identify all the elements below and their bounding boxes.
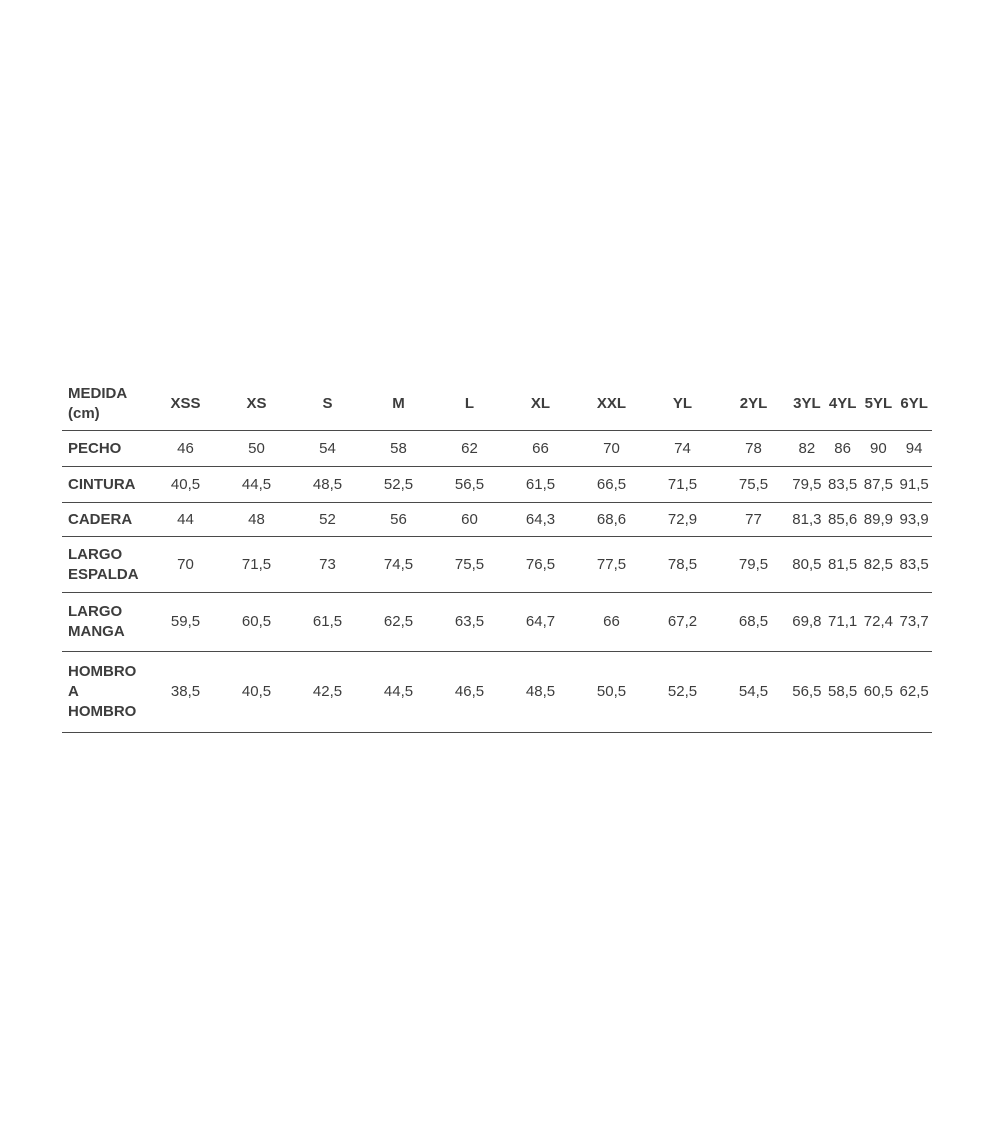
size-value-cell: 76,5 [505, 537, 576, 593]
size-value-cell: 52,5 [647, 652, 718, 733]
size-value-cell: 56,5 [789, 652, 825, 733]
size-value-cell: 73 [292, 537, 363, 593]
size-value-cell: 58,5 [825, 652, 861, 733]
row-label: LARGO ESPALDA [62, 537, 150, 593]
size-value-cell: 72,9 [647, 503, 718, 537]
size-value-cell: 38,5 [150, 652, 221, 733]
table-row-pecho [62, 431, 932, 467]
size-value-cell: 78 [718, 431, 789, 467]
size-guide-table [62, 378, 932, 733]
size-value-cell: 74,5 [363, 537, 434, 593]
col-header-5yl: 5YL [861, 378, 897, 431]
size-value-cell: 59,5 [150, 593, 221, 652]
col-header-6yl: 6YL [896, 378, 932, 431]
size-value-cell: 82 [789, 431, 825, 467]
col-header-l: L [434, 378, 505, 431]
size-value-cell: 56,5 [434, 467, 505, 503]
size-value-cell: 93,9 [896, 503, 932, 537]
table-row-largo-manga [62, 593, 932, 652]
col-header-3yl: 3YL [789, 378, 825, 431]
size-value-cell: 66 [576, 593, 647, 652]
size-value-cell: 86 [825, 431, 861, 467]
size-value-cell: 40,5 [221, 652, 292, 733]
col-header-xl: XL [505, 378, 576, 431]
size-value-cell: 81,5 [825, 537, 861, 593]
size-value-cell: 82,5 [861, 537, 897, 593]
size-value-cell: 89,9 [861, 503, 897, 537]
size-value-cell: 79,5 [789, 467, 825, 503]
size-value-cell: 62,5 [896, 652, 932, 733]
size-value-cell: 60,5 [861, 652, 897, 733]
row-label: LARGO MANGA [62, 593, 150, 652]
size-value-cell: 50,5 [576, 652, 647, 733]
size-value-cell: 90 [861, 431, 897, 467]
size-value-cell: 48,5 [505, 652, 576, 733]
size-value-cell: 71,5 [647, 467, 718, 503]
size-value-cell: 46 [150, 431, 221, 467]
table-row-cintura [62, 467, 932, 503]
size-value-cell: 44 [150, 503, 221, 537]
size-value-cell: 50 [221, 431, 292, 467]
size-value-cell: 77,5 [576, 537, 647, 593]
size-value-cell: 61,5 [292, 593, 363, 652]
size-value-cell: 44,5 [221, 467, 292, 503]
size-value-cell: 67,2 [647, 593, 718, 652]
measurements-table [62, 378, 932, 733]
table-row-hombro-a-hombro [62, 652, 932, 733]
size-value-cell: 78,5 [647, 537, 718, 593]
size-value-cell: 44,5 [363, 652, 434, 733]
col-header-medida: MEDIDA (cm) [62, 378, 150, 431]
size-value-cell: 52,5 [363, 467, 434, 503]
size-value-cell: 48,5 [292, 467, 363, 503]
size-value-cell: 52 [292, 503, 363, 537]
size-value-cell: 64,7 [505, 593, 576, 652]
size-value-cell: 62 [434, 431, 505, 467]
row-label: CADERA [62, 503, 150, 537]
col-header-2yl: 2YL [718, 378, 789, 431]
row-label: PECHO [62, 431, 150, 467]
col-header-4yl: 4YL [825, 378, 861, 431]
col-header-m: M [363, 378, 434, 431]
row-label: CINTURA [62, 467, 150, 503]
size-value-cell: 71,1 [825, 593, 861, 652]
col-header-xxl: XXL [576, 378, 647, 431]
size-value-cell: 87,5 [861, 467, 897, 503]
size-value-cell: 69,8 [789, 593, 825, 652]
size-value-cell: 85,6 [825, 503, 861, 537]
size-value-cell: 56 [363, 503, 434, 537]
size-value-cell: 72,4 [861, 593, 897, 652]
col-header-xss: XSS [150, 378, 221, 431]
table-header-row [62, 378, 932, 431]
size-value-cell: 68,6 [576, 503, 647, 537]
size-value-cell: 40,5 [150, 467, 221, 503]
col-header-s: S [292, 378, 363, 431]
size-value-cell: 46,5 [434, 652, 505, 733]
size-value-cell: 71,5 [221, 537, 292, 593]
size-value-cell: 42,5 [292, 652, 363, 733]
col-header-yl: YL [647, 378, 718, 431]
size-value-cell: 75,5 [434, 537, 505, 593]
size-value-cell: 66 [505, 431, 576, 467]
size-value-cell: 58 [363, 431, 434, 467]
size-value-cell: 75,5 [718, 467, 789, 503]
size-value-cell: 63,5 [434, 593, 505, 652]
size-value-cell: 54,5 [718, 652, 789, 733]
size-value-cell: 70 [576, 431, 647, 467]
table-row-largo-espalda [62, 537, 932, 593]
size-value-cell: 73,7 [896, 593, 932, 652]
size-value-cell: 77 [718, 503, 789, 537]
size-value-cell: 62,5 [363, 593, 434, 652]
table-row-cadera [62, 503, 932, 537]
size-value-cell: 48 [221, 503, 292, 537]
size-value-cell: 66,5 [576, 467, 647, 503]
size-value-cell: 54 [292, 431, 363, 467]
size-value-cell: 79,5 [718, 537, 789, 593]
col-header-xs: XS [221, 378, 292, 431]
size-value-cell: 68,5 [718, 593, 789, 652]
size-value-cell: 61,5 [505, 467, 576, 503]
size-value-cell: 94 [896, 431, 932, 467]
size-value-cell: 80,5 [789, 537, 825, 593]
size-value-cell: 83,5 [825, 467, 861, 503]
size-value-cell: 83,5 [896, 537, 932, 593]
size-value-cell: 64,3 [505, 503, 576, 537]
size-value-cell: 60,5 [221, 593, 292, 652]
size-value-cell: 81,3 [789, 503, 825, 537]
row-label: HOMBRO A HOMBRO [62, 652, 150, 733]
size-value-cell: 60 [434, 503, 505, 537]
size-value-cell: 70 [150, 537, 221, 593]
size-value-cell: 74 [647, 431, 718, 467]
size-value-cell: 91,5 [896, 467, 932, 503]
